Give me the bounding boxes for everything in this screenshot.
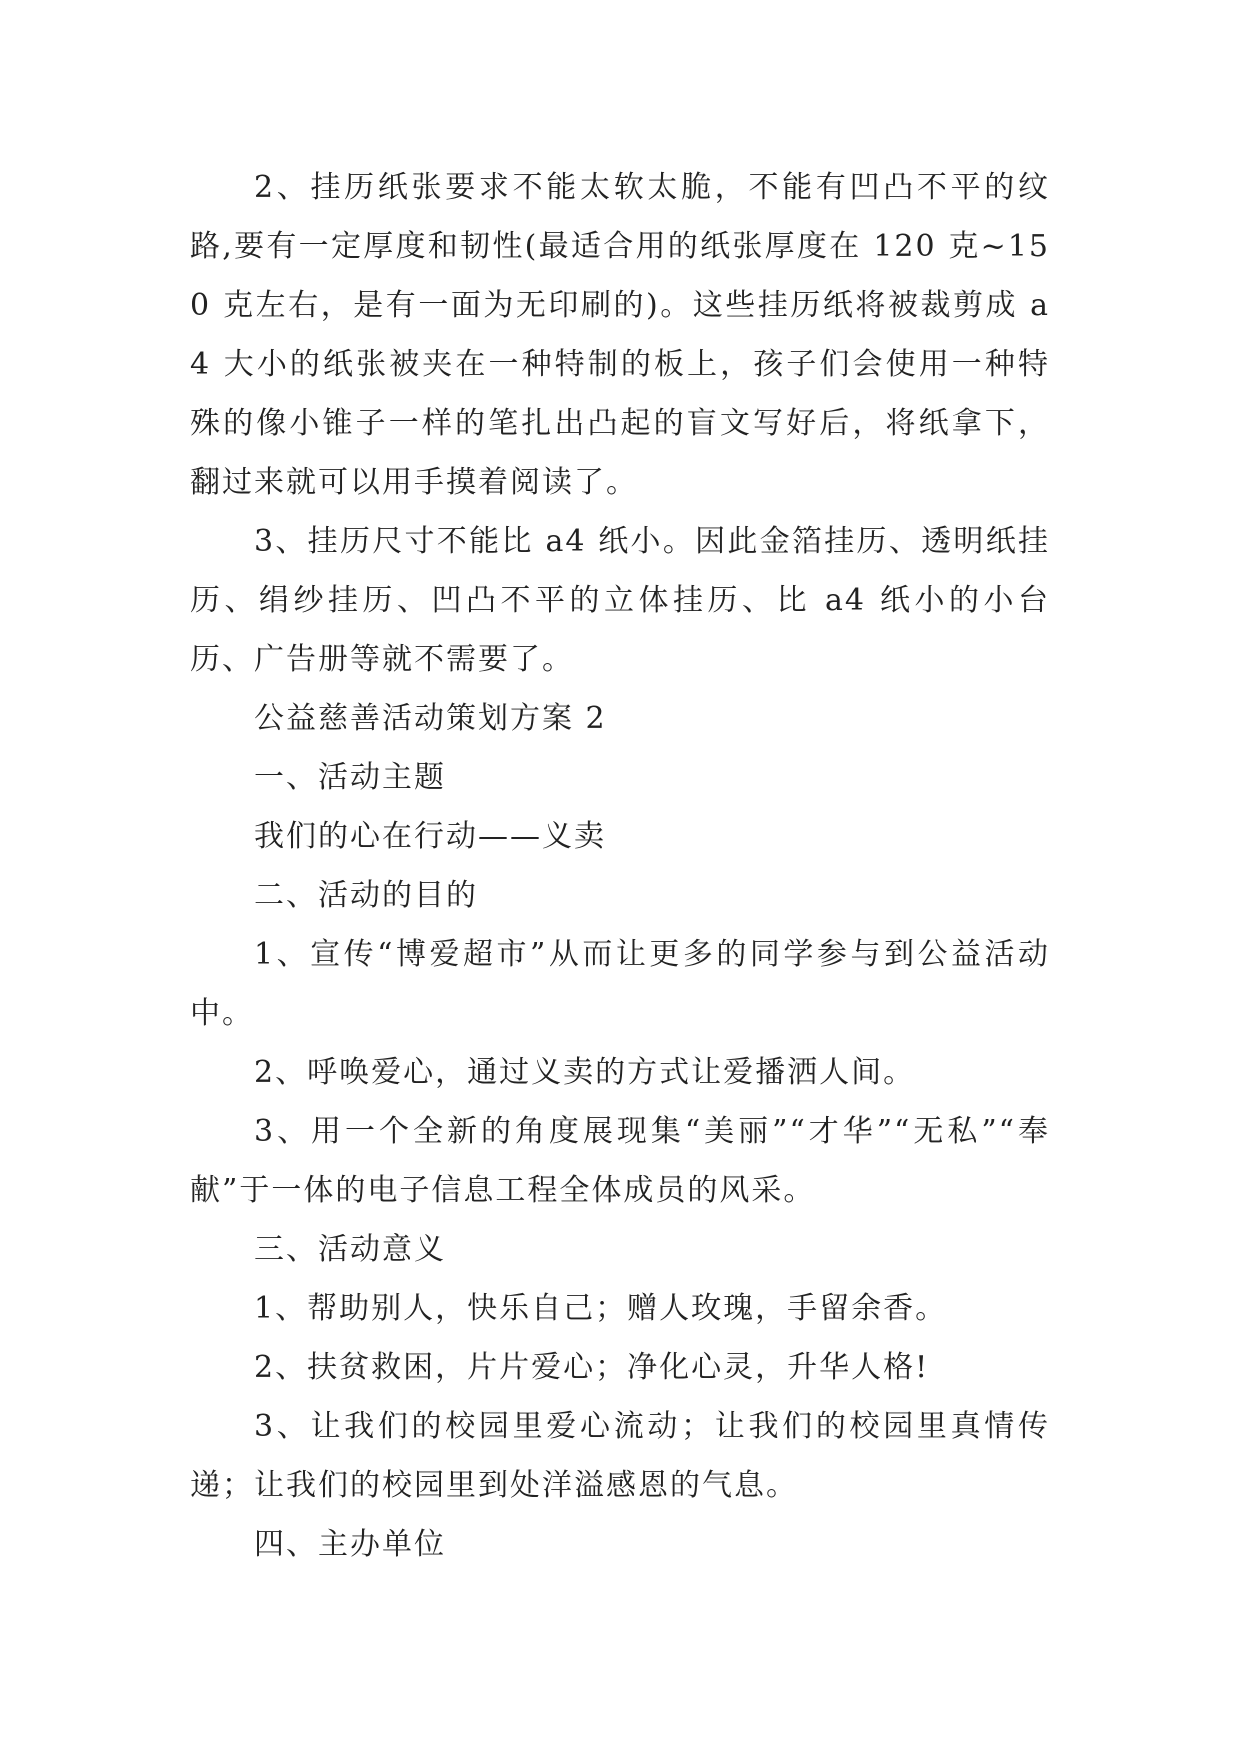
section-heading-purpose: 二、活动的目的: [254, 878, 478, 913]
purpose-item-1: 1、宣传“博爱超市”从而让更多的同学参与到公益活动中。: [190, 937, 1050, 1031]
section-heading-significance: 三、活动意义: [254, 1232, 446, 1267]
section-heading-organizer: 四、主办单位: [254, 1527, 446, 1562]
plan-title: 公益慈善活动策划方案 2: [254, 701, 607, 736]
significance-item-3: 3、让我们的校园里爱心流动；让我们的校园里真情传递；让我们的校园里到处洋溢感恩的气息。: [190, 1409, 1050, 1503]
purpose-item-2: 2、呼唤爱心，通过义卖的方式让爱播洒人间。: [254, 1055, 916, 1090]
section-heading-theme: 一、活动主题: [254, 760, 446, 795]
purpose-item-3: 3、用一个全新的角度展现集“美丽”“才华”“无私”“奉献”于一体的电子信息工程全体成员的风采。: [190, 1114, 1050, 1208]
significance-item-1: 1、帮助别人，快乐自己；赠人玫瑰，手留余香。: [254, 1291, 948, 1326]
document-body: [190, 158, 1050, 1574]
paragraph-calendar-size-requirements: 3、挂历尺寸不能比 a4 纸小。因此金箔挂历、透明纸挂历、绢纱挂历、凹凸不平的立体挂历、比 a4 纸小的小台历、广告册等就不需要了。: [190, 524, 1050, 677]
significance-item-2: 2、扶贫救困，片片爱心；净化心灵，升华人格!: [254, 1350, 930, 1385]
paragraph-calendar-paper-requirements: 2、挂历纸张要求不能太软太脆，不能有凹凸不平的纹路,要有一定厚度和韧性(最适合用的纸张厚度在 120 克~150 克左右，是有一面为无印刷的)。这些挂历纸将被裁剪成 a4 大小的纸张被夹在一种特制的板上，孩子们会使用一种特殊的像小锥子一样的笔扎出凸起的盲文写好后，将纸拿下，翻过来就可以用手摸着阅读了。: [190, 170, 1050, 500]
paragraph-theme: 我们的心在行动——义卖: [254, 819, 606, 854]
